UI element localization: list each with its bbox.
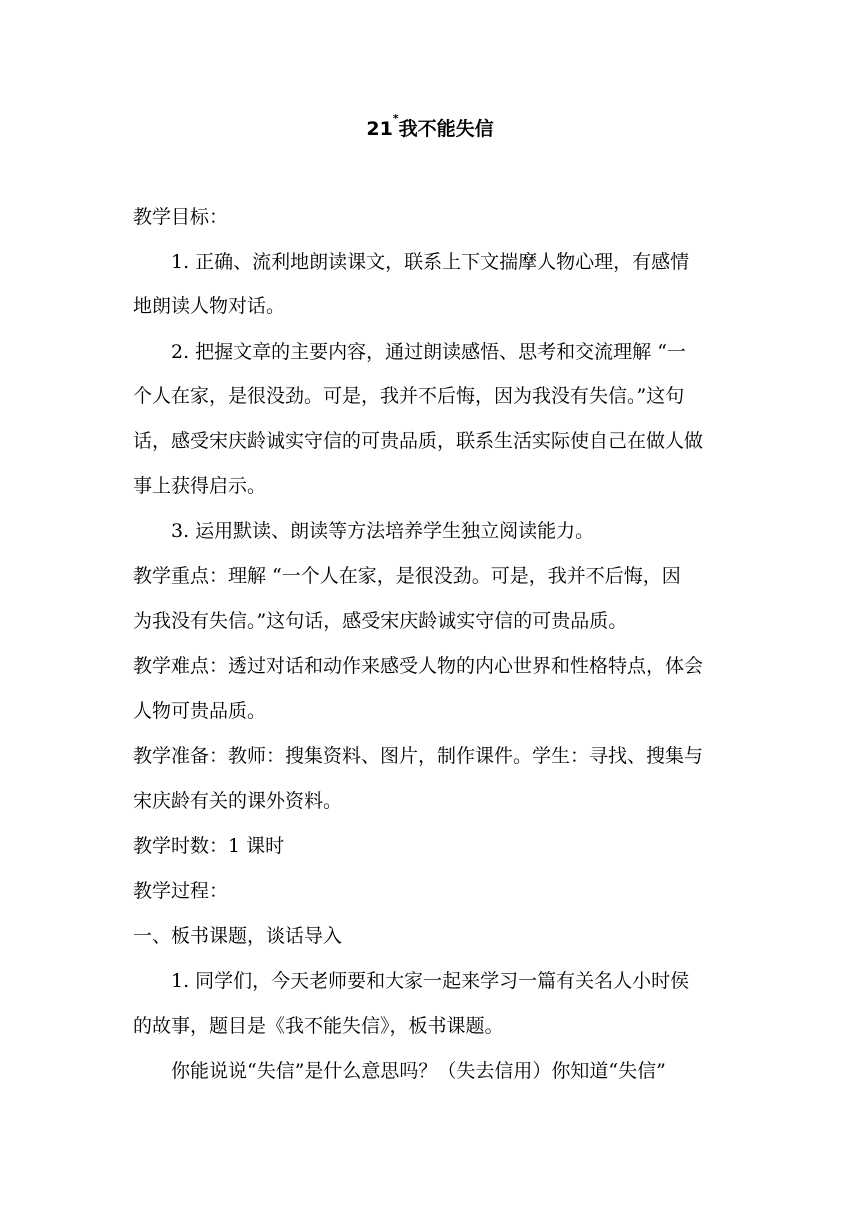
process-heading: 教学过程： [133, 880, 229, 902]
paragraph-line: 个人在家，是很没劲。可是，我并不后悔，因为我没有失信。”这句 [133, 385, 685, 407]
paragraph-line: 3. 运用默读、朗读等方法培养学生独立阅读能力。 [171, 520, 595, 542]
title-number: 21 [366, 118, 393, 140]
difficulty-line: 教学难点：透过对话和动作来感受人物的内心世界和性格特点，体会 [133, 655, 704, 677]
title-mark: * [392, 112, 399, 125]
paragraph-line: 宋庆龄有关的课外资料。 [133, 790, 343, 812]
paragraph-line: 1. 同学们，今天老师要和大家一起来学习一篇有关名人小时侯 [171, 970, 690, 992]
paragraph-line: 人物可贵品质。 [133, 700, 267, 722]
section-heading-objectives: 教学目标： [133, 206, 229, 228]
key-point-line: 教学重点：理解 “一个人在家，是很没劲。可是，我并不后悔，因 [133, 565, 681, 587]
document-title [0, 114, 860, 141]
hours-line: 教学时数：1 课时 [133, 835, 285, 857]
step-heading: 一、板书课题，谈话导入 [133, 925, 343, 947]
paragraph-line: 事上获得启示。 [133, 475, 267, 497]
paragraph-line: 地朗读人物对话。 [133, 295, 286, 317]
paragraph-line: 1. 正确、流利地朗读课文，联系上下文揣摩人物心理，有感情 [171, 251, 690, 273]
title-text: 我不能失信 [398, 118, 494, 140]
paragraph-line: 话，感受宋庆龄诚实守信的可贵品质，联系生活实际使自己在做人做 [133, 430, 704, 452]
preparation-line: 教学准备：教师：搜集资料、图片，制作课件。学生：寻找、搜集与 [133, 745, 704, 767]
paragraph-line: 你能说说“失信”是什么意思吗？（失去信用）你知道“失信” [171, 1060, 666, 1082]
paragraph-line: 2. 把握文章的主要内容，通过朗读感悟、思考和交流理解 “一 [171, 341, 686, 363]
paragraph-line: 的故事，题目是《我不能失信》，板书课题。 [133, 1015, 504, 1037]
paragraph-line: 为我没有失信。”这句话，感受宋庆龄诚实守信的可贵品质。 [133, 610, 628, 632]
